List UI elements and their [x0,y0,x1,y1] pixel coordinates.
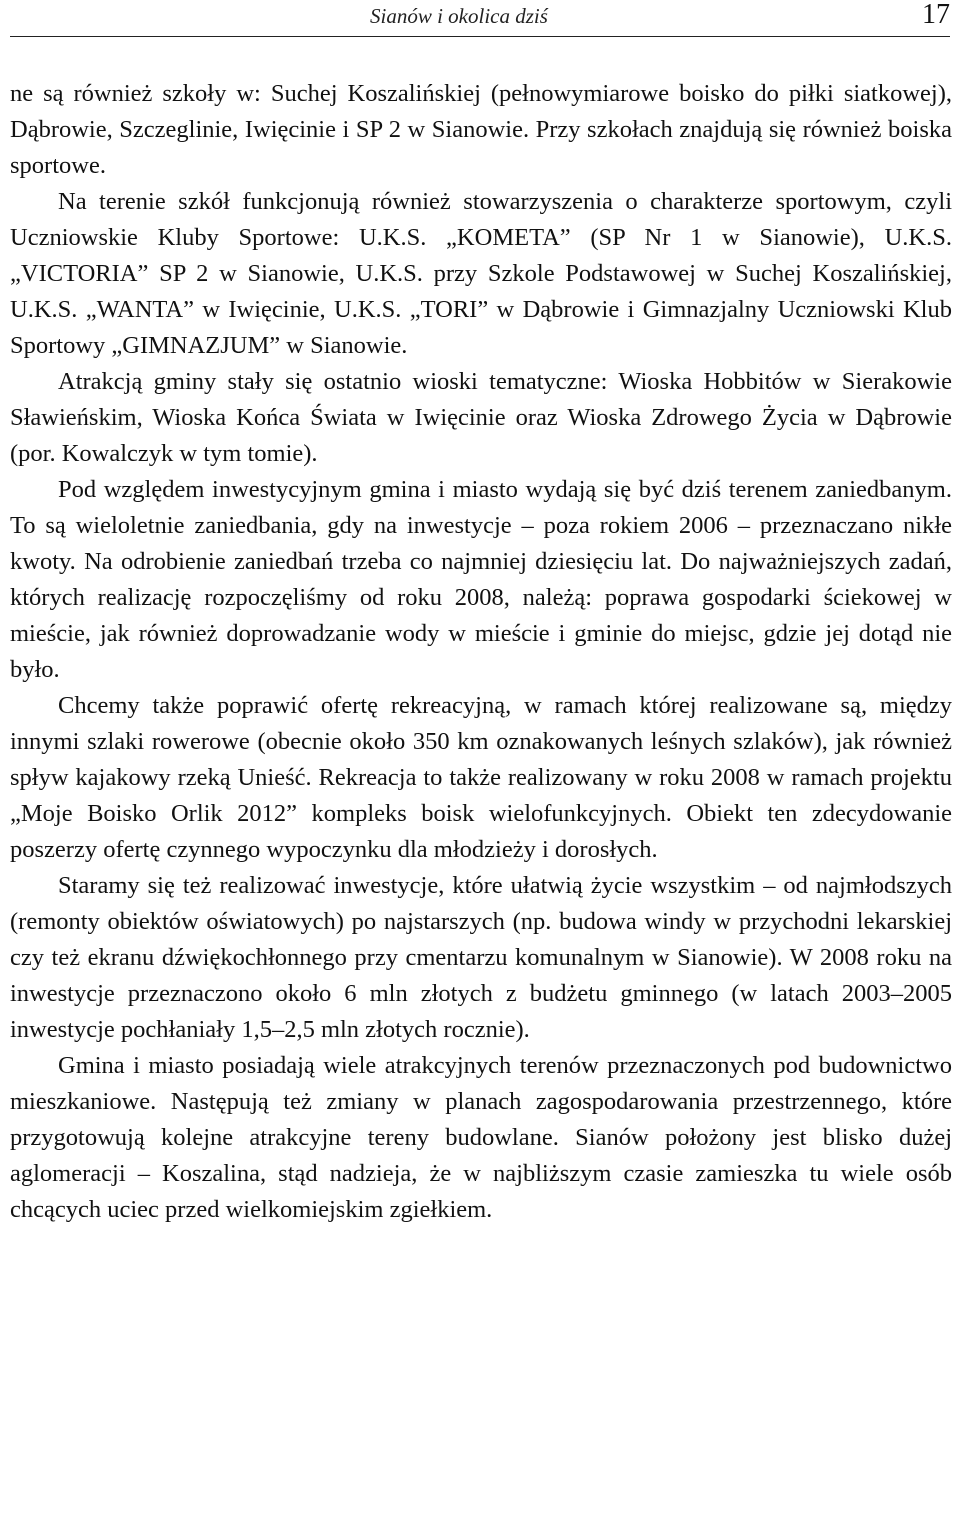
paragraph-schools-continued: ne są również szkoły w: Suchej Koszalińskiej (pełnowymiarowe boisko do piłki siatkowej), Dąbrowie, Szczeglinie, Iwięcinie i SP 2 w Sianowie. Przy szkołach znajdują się również boiska sportowe. [10,80,952,179]
paragraph-recreation: Chcemy także poprawić ofertę rekreacyjną, w ramach której realizowane są, między innymi szlaki rowerowe (obecnie około 350 km oznakowanych leśnych szlaków), jak również spływ kajakowy rzeką Unieść. Rekreacja to także realizowany w roku 2008 w ramach projektu „Moje Boisko Orlik 2012” kompleks boisk wielofunkcyjnych. Obiekt ten zdecydowanie poszerzy ofertę czynnego wypoczynku dla młodzieży i dorosłych. [10,692,952,863]
paragraph-theme-villages: Atrakcją gminy stały się ostatnio wioski tematyczne: Wioska Hobbitów w Sierakowie Sławieńskim, Wioska Końca Świata w Iwięcinie oraz Wioska Zdrowego Życia w Dąbrowie (por. Kowalczyk w tym tomie). [10,368,952,467]
page-header [10,0,950,37]
paragraph-sports-clubs: Na terenie szkół funkcjonują również stowarzyszenia o charakterze sportowym, czyli Uczniowskie Kluby Sportowe: U.K.S. „KOMETA” (SP Nr 1 w Sianowie), U.K.S. „VICTORIA” SP 2 w Sianowie, U.K.S. przy Szkole Podstawowej w Suchej Koszalińskiej, U.K.S. „WANTA” w Iwięcinie, U.K.S. „TORI” w Dąbrowie i Gimnazjalny Uczniowski Klub Sportowy „GIMNAZJUM” w Sianowie. [10,188,952,359]
body-text [10,76,952,1228]
paragraph-investment: Pod względem inwestycyjnym gmina i miasto wydają się być dziś terenem zaniedbanym. To są wieloletnie zaniedbania, gdy na inwestycje – poza rokiem 2006 – przeznaczano nikłe kwoty. Na odrobienie zaniedbań trzeba co najmniej dziesięciu lat. Do najważniejszych zadań, których realizację rozpoczęliśmy od roku 2008, należą: poprawa gospodarki ściekowej w mieście, jak również doprowadzanie wody w mieście i gminie do miejsc, gdzie jej dotąd nie było. [10,476,952,683]
running-title: Sianów i okolica dziś [370,4,548,28]
paragraph-building-land: Gmina i miasto posiadają wiele atrakcyjnych terenów przeznaczonych pod budownictwo mieszkaniowe. Następują też zmiany w planach zagospodarowania przestrzennego, które przygotowują kolejne atrakcyjne tereny budowlane. Sianów położony jest blisko dużej aglomeracji – Koszalina, stąd nadzieja, że w najbliższym czasie zamieszka tu wiele osób chcących uciec przed wielkomiejskim zgiełkiem. [10,1052,952,1223]
paragraph-investments-for-all: Staramy się też realizować inwestycje, które ułatwią życie wszystkim – od najmłodszych (remonty obiektów oświatowych) po najstarszych (np. budowa windy w przychodni lekarskiej czy też ekranu dźwiękochłonnego przy cmentarzu komunalnym w Sianowie). W 2008 roku na inwestycje przeznaczono około 6 mln złotych z budżetu gminnego (w latach 2003–2005 inwestycje pochłaniały 1,5–2,5 mln złotych rocznie). [10,872,952,1043]
page-number: 17 [922,0,950,30]
